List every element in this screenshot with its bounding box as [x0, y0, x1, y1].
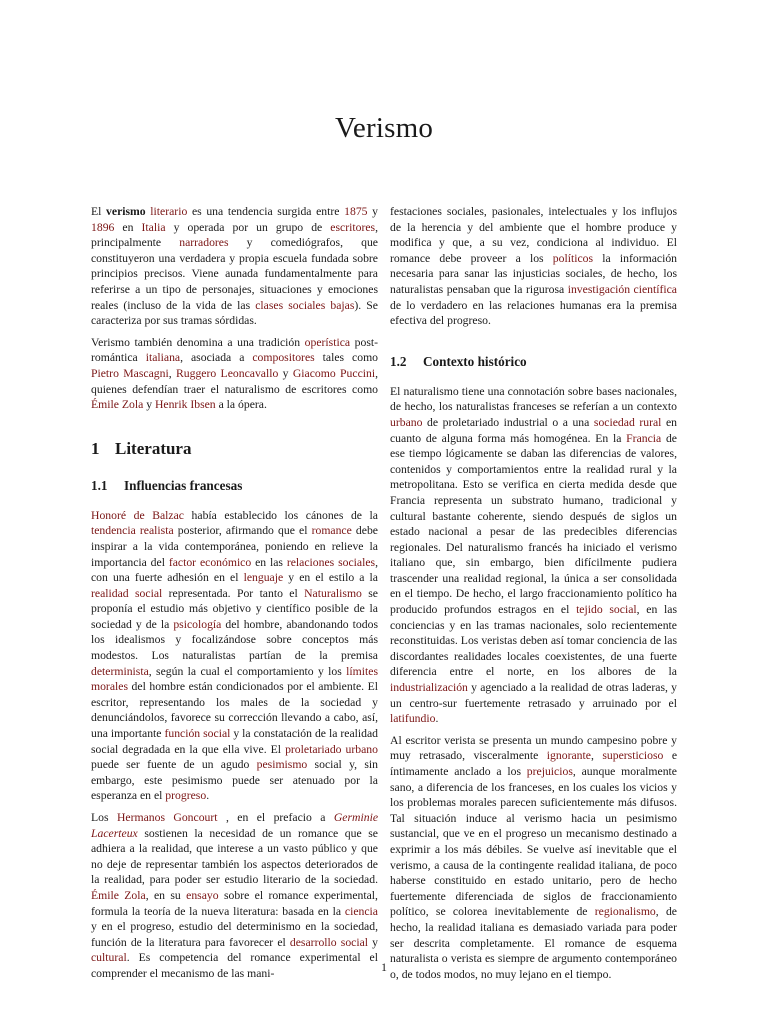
section-title: Literatura	[115, 438, 192, 458]
wiki-link[interactable]: Germinie Lacerteux	[91, 811, 379, 840]
wiki-link[interactable]: psicología	[173, 617, 222, 631]
wiki-link[interactable]: italiana	[145, 351, 181, 365]
wiki-link[interactable]: cultural	[91, 951, 127, 965]
wiki-link[interactable]: 1896	[91, 220, 115, 234]
wiki-link[interactable]: Hermanos Goncourt	[116, 811, 218, 824]
section-heading-literatura	[91, 439, 378, 459]
wiki-link[interactable]: ciencia	[344, 904, 378, 918]
section-number: 1	[91, 438, 100, 458]
wiki-link[interactable]: lenguaje	[243, 571, 284, 585]
wiki-link[interactable]: clases sociales bajas	[255, 298, 355, 312]
wiki-link[interactable]: romance	[311, 524, 352, 538]
paragraph-opera: Verismo también denomina a una tradición operística post-romántica italiana, asociada a compositores tales como Pietro Mascagni, Ruggero Leoncavallo y Giacomo Puccini, quienes defendían traer el naturalismo de escritores como Émile Zola y Henrik Ibsen a la ópera.	[91, 335, 379, 412]
wiki-link[interactable]: Pietro Mascagni	[91, 366, 169, 380]
wiki-link[interactable]: progreso	[165, 789, 207, 803]
subsection-number: 1.1	[91, 477, 108, 493]
wiki-link[interactable]: tejido social	[576, 603, 637, 617]
wiki-link[interactable]: urbano	[390, 415, 423, 429]
wiki-link[interactable]: industrialización	[390, 681, 468, 695]
wiki-link[interactable]: narradores	[179, 236, 229, 250]
left-column	[91, 204, 378, 988]
wiki-link[interactable]: Émile Zola	[91, 888, 146, 902]
wiki-link[interactable]: Francia	[626, 431, 662, 445]
paragraph-balzac: Honoré de Balzac había establecido los cánones de la tendencia realista posterior, afirmando que el romance debe inspirar a la vida contemporánea, poniendo en relieve la importancia del factor económico en las relaciones sociales, con una fuerte adhesión en el lenguaje y en el estilo a la realidad social representada. Por tanto el Naturalismo se proponía el estudio más objetivo y científico posible de la sociedad y de la psicología del hombre, abandonando todos los idealismos y focalizándose sobre conceptos más modestos. Los naturalistas partían de la premisa determinista, según la cual el comportamiento y los límites morales del hombre están condicionados por el ambiente. El escritor, representando los males de la sociedad y denunciándolos, favorece su corrección llevando a cabo, así, una importante función social y la constatación de la realidad social degradada en la que ella vive. El proletariado urbano puede ser fuente de un agudo pesimismo social y, sin embargo, este pesimismo puede ser atenuado por la esperanza en el progreso.	[91, 508, 379, 803]
wiki-link[interactable]: límites morales	[91, 664, 378, 694]
wiki-link[interactable]: determinista	[91, 664, 149, 678]
wiki-link[interactable]: desarrollo social	[289, 935, 369, 949]
wiki-link[interactable]: relaciones sociales	[286, 555, 376, 569]
wiki-link[interactable]: ensayo	[186, 888, 219, 902]
wiki-link[interactable]: regionalismo	[594, 905, 656, 919]
subsection-number: 1.2	[390, 353, 407, 369]
wiki-link[interactable]: sociedad rural	[593, 415, 662, 429]
paragraph-intro: El verismo literario es una tendencia surgida entre 1875 y 1896 en Italia y operada por un grupo de escritores, principalmente narradores y comediógrafos, que constituyeron una verdadera y propia escuela fundada sobre principios precisos. Viene aunada fundamentalmente para referirse a un tipo de personajes, situaciones y emociones reales (incluso de la vida de las clases sociales bajas). Se caracteriza por sus tramas sórdidas.	[91, 205, 379, 328]
wiki-link[interactable]: investigación científica	[567, 282, 677, 296]
wiki-link[interactable]: tendencia realista	[91, 524, 174, 538]
wiki-link[interactable]: compositores	[252, 351, 315, 365]
subsection-title: Contexto histórico	[423, 353, 527, 369]
wiki-link[interactable]: escritores	[330, 220, 376, 234]
wiki-link[interactable]: Ruggero Leoncavallo	[175, 366, 279, 380]
subsection-title: Influencias francesas	[124, 477, 243, 493]
page-number: 1	[381, 960, 387, 974]
wiki-link[interactable]: Henrik Ibsen	[154, 398, 216, 412]
wiki-link[interactable]: latifundio	[390, 712, 436, 726]
wiki-link[interactable]: proletariado urbano	[285, 742, 378, 756]
wiki-link[interactable]: Italia	[141, 220, 166, 234]
subsection-heading-influencias	[91, 477, 378, 494]
wiki-link[interactable]: prejuicios	[526, 765, 573, 778]
paragraph-escritor-verista: Al escritor verista se presenta un mundo campesino pobre y muy retrasado, visceralmente ignorante, supersticioso e íntimamente anclado a los prejuicios, aunque moralmente sano, a diferencia de los franceses, en los cuales los vicios y los problemas morales parecen suficientemente más difusos. Tal situación induce al verismo hacia un pesimismo sustancial, que ve en el progreso un mecanismo destinado a exprimir a los más débiles. Se vuelve así inevitable que el verismo, a causa de la contingente realidad italiana, de poco haberse constituido en estado unitario, pero de hecho fuertemente diferenciada de siglos de fraccionamiento político, se colorea inevitablemente de regionalismo, de hecho, la realidad italiana es demasiado variada para poder ser descrita completamente. El romance de esquema naturalista o verista es siempre de argumento contemporáneo o, de todos modos, no muy lejano en el tiempo.	[390, 733, 678, 981]
wiki-link[interactable]: Émile Zola	[91, 398, 144, 412]
page-title: Verismo	[334, 112, 434, 144]
wiki-link[interactable]: supersticioso	[602, 749, 664, 763]
wiki-link[interactable]: función social	[164, 727, 231, 741]
wiki-link[interactable]: Giacomo Puccini	[292, 366, 376, 380]
wiki-link[interactable]: literario	[150, 205, 188, 218]
wiki-link[interactable]: realidad social	[91, 586, 163, 600]
wiki-link[interactable]: factor económico	[168, 555, 252, 569]
wiki-link[interactable]: políticos	[552, 251, 594, 265]
paragraph-continuation: festaciones sociales, pasionales, intelectuales y los influjos de la herencia y del ambiente que el hombre produce y modifica y que, a su vez, condiciona al individuo. El romance debe proveer a los políticos la información necesaria para sanar las injusticias sociales, de hecho, los naturalistas pensaban que la rigurosa investigación científica de lo verdadero en las relaciones humanas era la premisa efectiva del progreso.	[390, 205, 678, 328]
right-column	[390, 204, 677, 988]
paragraph-goncourt: Los Hermanos Goncourt , en el prefacio a Germinie Lacerteux sostienen la necesidad de un romance que se adhiera a la realidad, que interese a un vasto público y que no deje de representar también los aspectos deteriorados de la realidad, para poder ser estudio literario de la sociedad. Émile Zola, en su ensayo sobre el romance experimental, formula la teoría de la nueva literatura: basada en la ciencia y en el progreso, estudio del determinismo en la sociedad, función de la literatura para favorecer el desarrollo social y cultural. Es competencia del romance experimental el comprender el mecanismo de las mani-	[91, 811, 379, 980]
wiki-link[interactable]: Honoré de Balzac	[91, 508, 184, 522]
wiki-link[interactable]: ignorante	[546, 749, 591, 763]
paragraph-naturalismo: El naturalismo tiene una connotación sobre bases nacionales, de hecho, los naturalistas franceses se referían a un contexto urbano de proletariado industrial o a una sociedad rural en cuanto de alguna forma más homogénea. En la Francia de ese tiempo lógicamente se daban las diferencias de valores, contenidos y comportamientos entre la realidad rural y la metropolitana. Esto se verifica en cierta medida desde que Francia representa un substrato humano, tradicional y cultural bastante coherente, siendo después de siglos un estado nacional a pesar de las predecibles diferencias regionales. Del naturalismo francés ha iniciado el verismo italiano que, sin embargo, bien difícilmente pudiera trascender una realidad regional, la única a ser consolidada en el tiempo. De hecho, el largo fraccionamiento político ha producido profundos estragos en el tejido social, en las conciencias y en las tramas nacionales, solo recientemente reconstituidas. Los veristas deben así tomar conciencia de las discordantes realidades locales coexistentes, de una fuerte diferencia entre el norte, en los albores de la industrialización y agenciado a la realidad de otras laderas, y un centro-sur fuertemente retrasado y arruinado por el latifundio.	[390, 384, 678, 726]
wiki-link[interactable]: Naturalismo	[304, 586, 362, 600]
wiki-link[interactable]: pesimismo	[256, 758, 308, 772]
wiki-link[interactable]: 1875	[344, 205, 368, 218]
subsection-heading-contexto	[390, 353, 677, 370]
wiki-link[interactable]: operística	[304, 335, 351, 349]
bold-term: verismo	[106, 205, 146, 218]
